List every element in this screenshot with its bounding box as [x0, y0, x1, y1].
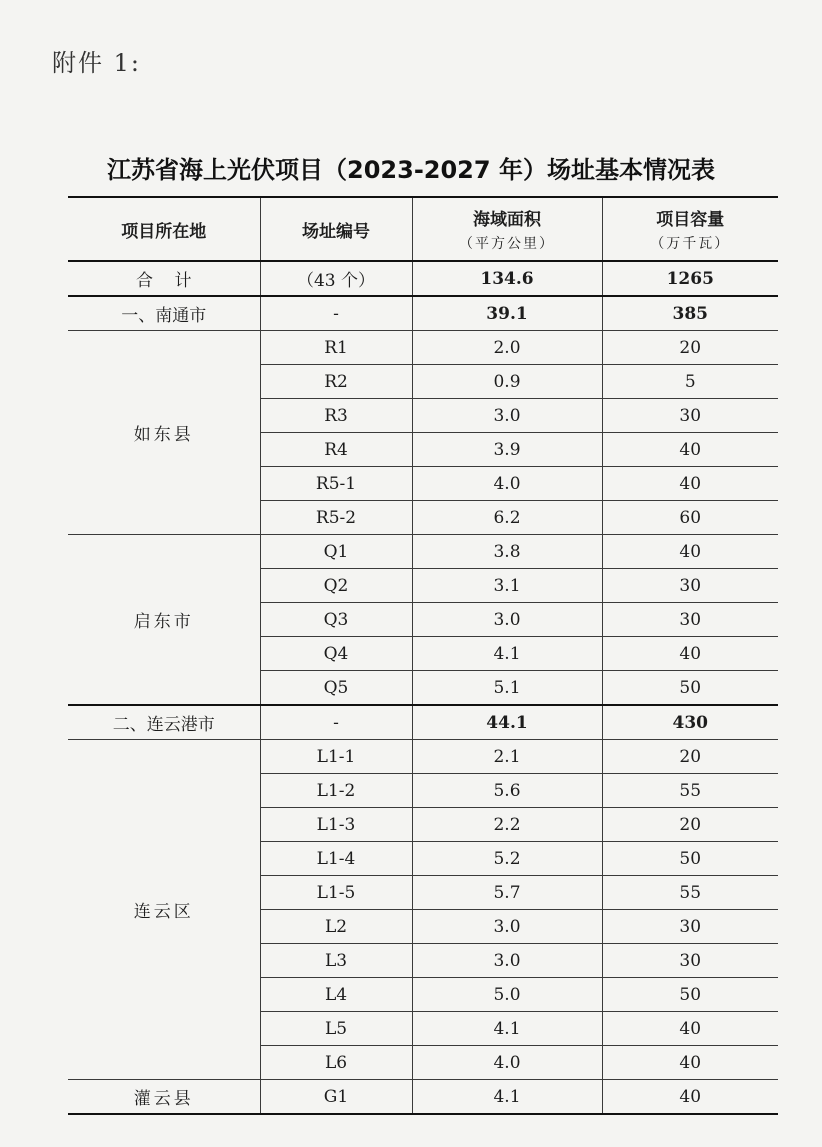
site-capacity: 40: [602, 433, 778, 467]
city-site: -: [260, 705, 412, 740]
site-capacity: 30: [602, 569, 778, 603]
site-id: R5-1: [260, 467, 412, 501]
city-name: 一、南通市: [68, 296, 260, 331]
site-table: [68, 196, 778, 1115]
site-capacity: 60: [602, 501, 778, 535]
header-area-unit: （平方公里）: [459, 236, 555, 252]
header-site-no: 场址编号: [260, 197, 412, 261]
attachment-label: 附件 1:: [52, 49, 141, 77]
site-area: 3.1: [412, 569, 602, 603]
site-row: [68, 331, 778, 365]
site-area: 3.9: [412, 433, 602, 467]
total-area: 134.6: [412, 261, 602, 296]
site-id: Q5: [260, 671, 412, 706]
site-id: L1-2: [260, 774, 412, 808]
site-area: 6.2: [412, 501, 602, 535]
site-capacity: 40: [602, 1046, 778, 1080]
site-area: 4.0: [412, 467, 602, 501]
header-capacity-unit: （万千瓦）: [650, 236, 731, 252]
site-capacity: 40: [602, 637, 778, 671]
site-area: 3.0: [412, 603, 602, 637]
site-area: 3.0: [412, 944, 602, 978]
header-location: 项目所在地: [68, 197, 260, 261]
site-capacity: 50: [602, 978, 778, 1012]
site-capacity: 5: [602, 365, 778, 399]
site-id: L6: [260, 1046, 412, 1080]
site-row: [68, 1080, 778, 1115]
header-area: [412, 197, 602, 261]
site-capacity: 30: [602, 399, 778, 433]
site-id: L4: [260, 978, 412, 1012]
county-name: 连云区: [68, 740, 260, 1080]
site-area: 5.2: [412, 842, 602, 876]
header-row: [68, 197, 778, 261]
site-capacity: 50: [602, 671, 778, 706]
site-area: 3.0: [412, 399, 602, 433]
site-id: Q4: [260, 637, 412, 671]
header-capacity-label: 项目容量: [656, 210, 725, 230]
county-name: 如东县: [68, 331, 260, 535]
site-area: 0.9: [412, 365, 602, 399]
site-capacity: 30: [602, 603, 778, 637]
site-id: L2: [260, 910, 412, 944]
site-id: R1: [260, 331, 412, 365]
site-id: L3: [260, 944, 412, 978]
site-id: L5: [260, 1012, 412, 1046]
site-area: 2.1: [412, 740, 602, 774]
site-capacity: 40: [602, 467, 778, 501]
site-id: G1: [260, 1080, 412, 1115]
site-area: 5.1: [412, 671, 602, 706]
site-capacity: 55: [602, 876, 778, 910]
site-id: R3: [260, 399, 412, 433]
site-capacity: 30: [602, 910, 778, 944]
site-id: L1-4: [260, 842, 412, 876]
total-label: 合 计: [68, 261, 260, 296]
site-capacity: 30: [602, 944, 778, 978]
site-area: 4.1: [412, 1080, 602, 1115]
site-id: R4: [260, 433, 412, 467]
site-area: 2.2: [412, 808, 602, 842]
city-capacity: 430: [602, 705, 778, 740]
site-capacity: 20: [602, 808, 778, 842]
header-area-label: 海域面积: [473, 210, 541, 230]
site-capacity: 40: [602, 1080, 778, 1115]
table-title: 江苏省海上光伏项目（2023-2027 年）场址基本情况表: [107, 156, 715, 184]
site-id: Q2: [260, 569, 412, 603]
site-area: 4.1: [412, 637, 602, 671]
site-id: Q3: [260, 603, 412, 637]
total-row: [68, 261, 778, 296]
city-capacity: 385: [602, 296, 778, 331]
table-body: [68, 261, 778, 1114]
city-site: -: [260, 296, 412, 331]
site-area: 5.6: [412, 774, 602, 808]
site-area: 5.0: [412, 978, 602, 1012]
site-row: [68, 740, 778, 774]
city-area: 39.1: [412, 296, 602, 331]
site-id: R5-2: [260, 501, 412, 535]
city-row: [68, 296, 778, 331]
site-row: [68, 535, 778, 569]
site-id: L1-5: [260, 876, 412, 910]
city-name: 二、连云港市: [68, 705, 260, 740]
site-area: 4.0: [412, 1046, 602, 1080]
site-area: 4.1: [412, 1012, 602, 1046]
city-row: [68, 705, 778, 740]
site-area: 2.0: [412, 331, 602, 365]
site-capacity: 20: [602, 740, 778, 774]
county-name: 灌云县: [68, 1080, 260, 1115]
header-capacity: [602, 197, 778, 261]
site-capacity: 55: [602, 774, 778, 808]
site-id: L1-3: [260, 808, 412, 842]
site-capacity: 20: [602, 331, 778, 365]
site-id: Q1: [260, 535, 412, 569]
city-area: 44.1: [412, 705, 602, 740]
site-area: 3.0: [412, 910, 602, 944]
site-id: L1-1: [260, 740, 412, 774]
total-capacity: 1265: [602, 261, 778, 296]
total-count: （43 个）: [260, 261, 412, 296]
county-name: 启东市: [68, 535, 260, 706]
site-area: 3.8: [412, 535, 602, 569]
site-capacity: 40: [602, 1012, 778, 1046]
site-capacity: 40: [602, 535, 778, 569]
site-area: 5.7: [412, 876, 602, 910]
site-id: R2: [260, 365, 412, 399]
site-capacity: 50: [602, 842, 778, 876]
